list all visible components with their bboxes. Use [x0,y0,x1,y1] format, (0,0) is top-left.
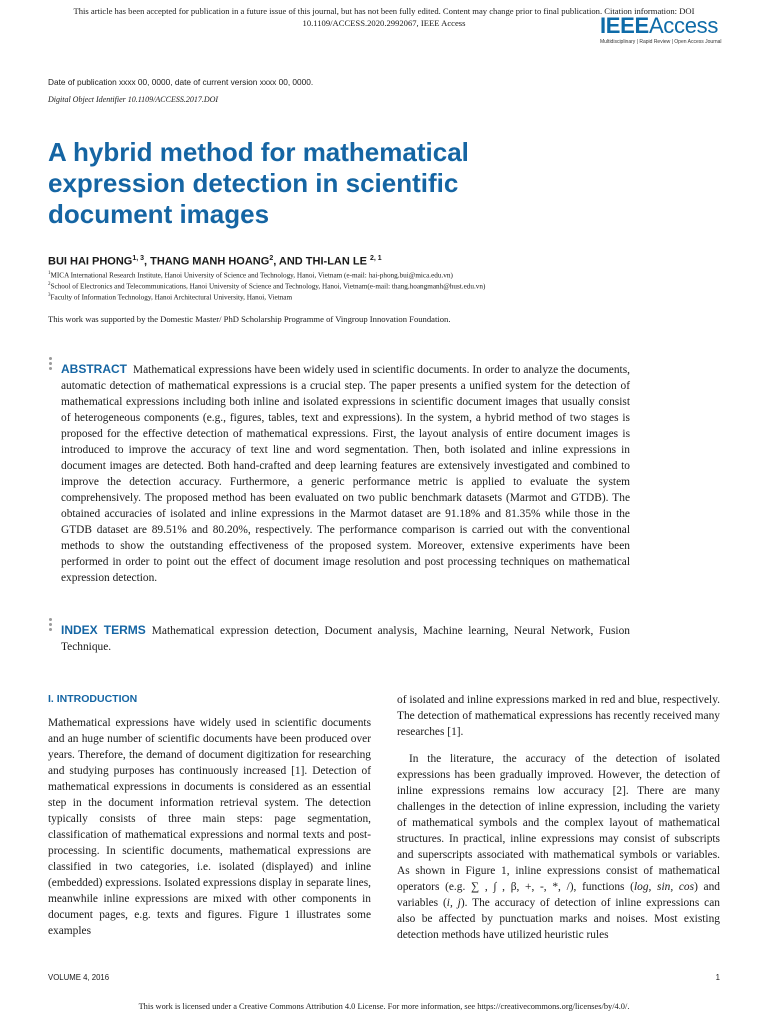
index-terms-block [61,622,630,655]
author-3: , AND THI-LAN LE [273,255,367,268]
affiliation-3-num: 3 [48,293,51,298]
math-operators: ∑ , ∫ , β, +, -, *, / [471,881,570,893]
abstract-heading: ABSTRACT [61,362,127,376]
license-notice: This work is licensed under a Creative Commons Attribution 4.0 License. For more information, see https://creativecommons.org/licenses/by/4.0/. [138,1002,630,1011]
publication-date: Date of publication xxxx 00, 0000, date of current version xxxx 00, 0000. [48,77,314,87]
intro-right-paragraph-2 [397,751,720,943]
funding-statement: This work was supported by the Domestic Master/ PhD Scholarship Programme of Vingroup Innovation Foundation. [48,314,451,324]
author-2: , THANG MANH HOANG [144,255,270,268]
intro-left-paragraph: Mathematical expressions have widely used in scientific documents and an huge number of scientific documents have been produced over years. Therefore, the demand of document digitization for researching and studying purposes has continuously increased [1]. Detection of mathematical expressions in documents is considered as an essential step in the document information retrieval system. The detection typically consists of three main steps: page segmentation, classification of mathematical expressions and normal texts and post-processing. In scientific documents, mathematical expressions are classified in two categories, i.e. isolated (displayed) and inline (embedded) expressions. Isolated expressions display in separate lines, meanwhile inline expressions are mixed with other components in document pages, e.g. texts and figures. Figure 1 illustrates some examples [48,717,371,937]
affiliation-3-text: Faculty of Information Technology, Hanoi Architectural University, Hanoi, Vietnam [50,293,293,302]
doi-line: Digital Object Identifier 10.1109/ACCESS.2017.DOI [48,95,219,104]
intro-right-paragraph-1: of isolated and inline expressions marked in red and blue, respectively. The detection of mathematical expressions has recently received many researches [1]. [397,694,720,738]
author-list [48,255,382,268]
logo-tagline: Multidisciplinary | Rapid Review | Open Access Journal [600,39,722,45]
author-1: BUI HAI PHONG [48,255,133,268]
author-2-affil: 2 [269,255,274,262]
abstract-text: Mathematical expressions have been widely used in scientific documents. In order to analyze the documents, automatic detection of mathematical expressions is a crucial step. The paper presents a unified system for the detection of mathematical expressions including both inline and isolated expressions in scientific document images that usually consist of heterogeneous components (e.g., figures, tables, text and expressions). In the system, a hybrid method of two stages is proposed for the effective detection of mathematical expressions. First, the layout analysis of entire document images is introduced to improve the accuracy of text line and word segmentation. Then, both isolated and inline expressions in document images are detected. Both hand-crafted and deep learning features are extensively investigated and combined to improve the detection accuracy. Furthermore, a generic performance metric is applied to evaluate the system comprehensively. The proposed method has been evaluated on two public benchmark datasets (Marmot and GTDB). The obtained accuracies of isolated and inline expressions in the Marmot dataset are 91.18% and 81.35% while those in the GTDB dataset are 89.51% and 80.20%, respectively. The performance comparison is carried out with the conventional methods to show the outstanding effectiveness of the proposed system. Moreover, extensive experiments have been performed in order to point out the effect of document image resolution and post processing techniques on mathematical expression detection. [61,364,630,584]
logo-access-text: Access [648,13,719,38]
paper-title: A hybrid method for mathematical expression detection in scientific document images [48,137,469,229]
math-functions: log, sin, cos [633,881,695,893]
footer-page-number: 1 [715,973,720,982]
affiliation-1-text: MICA International Research Institute, Hanoi University of Science and Technology, Hanoi, Vietnam (e-mail: hai-phong.bui@mica.edu.vn) [50,271,453,280]
affiliation-2-num: 2 [48,282,51,287]
index-terms-text: Mathematical expression detection, Document analysis, Machine learning, Neural Network, Fusion Technique. [61,625,630,653]
affiliation-1 [48,269,453,280]
notice-line-1: This article has been accepted for publication in a future issue of this journal, but has not been fully edited. Content may change prior to final publication. Citation information: DOI [73,6,695,16]
author-3-affil: 2, 1 [369,255,382,262]
intro-right-text-a: In the literature, the accuracy of the detection of isolated expressions has been gradually improved. However, the detection of inline expressions remains low accuracy [2]. There are many challenges in the detection of inline expression, including the variety of mathematical symbols and the complex layout of mathematical structures. In practical, inline expressions may consist of subscripts and superscripts associated with mathematical symbols or variables. As shown in Figure 1, inline expressions consist of mathematical operators (e.g. [397,753,720,893]
footer-volume: VOLUME 4, 2016 [48,973,110,982]
affiliation-1-num: 1 [48,271,51,276]
abstract-block [61,361,630,586]
math-variables: i, j [446,897,461,909]
intro-right-text-c: ) and variables ( [397,881,720,909]
index-terms-dots-icon [49,618,53,633]
affiliation-2-text: School of Electronics and Telecommunications, Hanoi University of Science and Technology, Hanoi, Vietnam(e-mail: thang.hoangmanh@hust.edu.vn) [50,282,486,291]
author-1-affil: 1, 3 [132,255,145,262]
index-terms-heading: INDEX TERMS [61,623,146,637]
section-heading-introduction: I. INTRODUCTION [48,693,138,705]
notice-line-2: 10.1109/ACCESS.2020.2992067, IEEE Access [302,18,466,28]
affiliation-3 [48,291,292,302]
ieee-access-logo [600,14,730,45]
logo-ieee-text: IEEE [600,13,649,38]
affiliation-2 [48,280,485,291]
intro-right-text-d: ). The accuracy of detection of inline expressions can also be affected by punctuation marks and noises. Most existing detection methods have utilized heuristic rules [397,897,720,941]
abstract-dots-icon [49,357,53,372]
intro-right-text-b: ), functions ( [569,881,634,893]
